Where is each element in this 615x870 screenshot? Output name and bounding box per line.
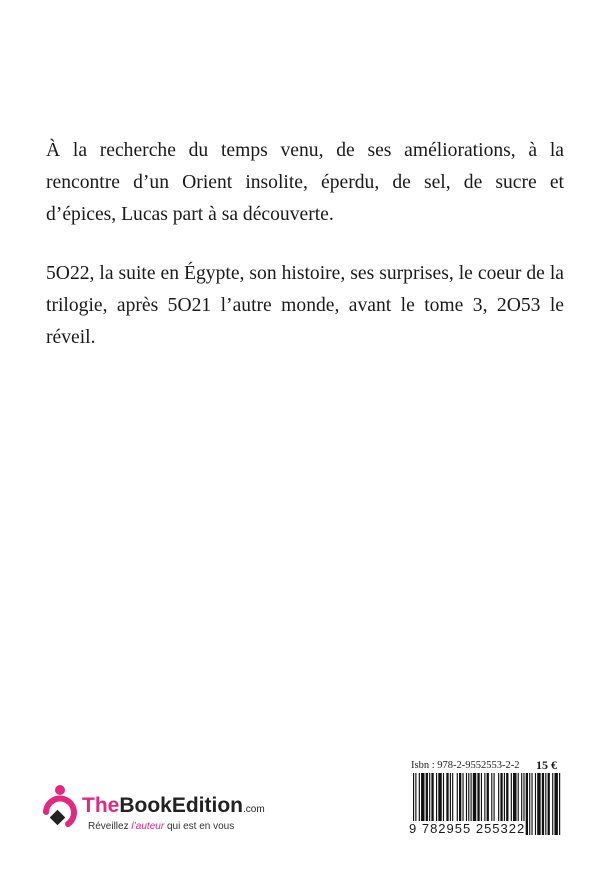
tagline-before: Réveillez	[88, 821, 132, 832]
summary-paragraph-1: À la recherche du temps venu, de ses améliorations, à la rencontre d’un Orient insolite, éperdu, de sel, de sucre et d’épices, Lucas part à sa découverte.	[46, 140, 564, 225]
summary-paragraph-2: 5O22, la suite en Égypte, son histoire, ses surprises, le coeur de la trilogie, après 5O21 l’autre monde, avant le tome 3, 2O53 le réveil.	[46, 263, 564, 348]
publisher-name-suffix: .com	[243, 804, 265, 815]
publisher-name-main: BookEdition	[119, 794, 243, 817]
publisher-tagline	[88, 821, 234, 832]
tagline-after: qui est en vous	[164, 821, 235, 832]
publisher-name	[82, 794, 265, 818]
isbn-label: Isbn : 978-2-9552553-2-2	[411, 760, 520, 771]
publisher-logo-icon	[38, 782, 78, 838]
publisher-name-prefix: The	[82, 794, 120, 817]
publisher-logo	[38, 782, 318, 842]
tagline-accent: l’auteur	[131, 821, 165, 832]
price-label: 15 €	[536, 758, 557, 772]
barcode-digits	[409, 821, 566, 836]
barcode-digits-text: 9 782955 255322	[409, 821, 526, 836]
